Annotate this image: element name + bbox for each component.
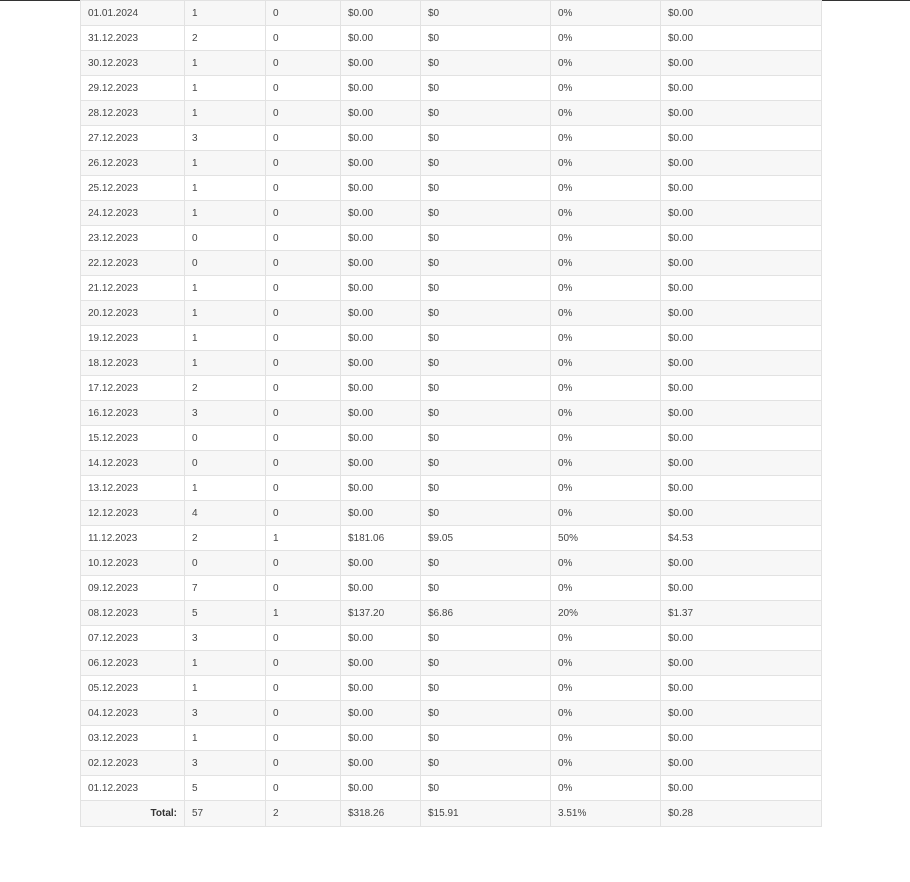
clicks-cell: 1 — [185, 201, 266, 226]
revenue-cell: $0.00 — [341, 701, 421, 726]
revenue-cell: $0.00 — [341, 451, 421, 476]
date-cell: 11.12.2023 — [81, 526, 185, 551]
epc-cell: $0.00 — [661, 701, 822, 726]
rate-cell: 0% — [551, 76, 661, 101]
rate-cell: 20% — [551, 601, 661, 626]
date-cell: 14.12.2023 — [81, 451, 185, 476]
conversions-cell: 0 — [266, 426, 341, 451]
rate-cell: 0% — [551, 626, 661, 651]
clicks-cell: 1 — [185, 476, 266, 501]
epc-cell: $0.00 — [661, 301, 822, 326]
epc-cell: $0.00 — [661, 151, 822, 176]
conversions-cell: 0 — [266, 201, 341, 226]
epc-cell: $0.00 — [661, 451, 822, 476]
clicks-cell: 3 — [185, 401, 266, 426]
conversions-cell: 0 — [266, 226, 341, 251]
clicks-cell: 1 — [185, 1, 266, 26]
rate-cell: 0% — [551, 751, 661, 776]
table-row — [81, 251, 822, 276]
rate-cell: 0% — [551, 576, 661, 601]
date-cell: 04.12.2023 — [81, 701, 185, 726]
revenue-cell: $0.00 — [341, 776, 421, 801]
epc-cell: $0.00 — [661, 326, 822, 351]
rate-cell: 0% — [551, 151, 661, 176]
conversions-cell: 0 — [266, 676, 341, 701]
rate-cell: 0% — [551, 126, 661, 151]
revenue-cell: $0.00 — [341, 76, 421, 101]
conversions-cell: 0 — [266, 51, 341, 76]
date-cell: 28.12.2023 — [81, 101, 185, 126]
clicks-cell: 0 — [185, 226, 266, 251]
rate-cell: 0% — [551, 776, 661, 801]
conversions-cell: 0 — [266, 251, 341, 276]
conversions-cell: 0 — [266, 551, 341, 576]
epc-cell: $0.00 — [661, 501, 822, 526]
conversions-cell: 0 — [266, 26, 341, 51]
rate-cell: 0% — [551, 226, 661, 251]
rate-cell: 0% — [551, 376, 661, 401]
rate-cell: 0% — [551, 551, 661, 576]
conversions-cell: 0 — [266, 776, 341, 801]
revenue-cell: $0.00 — [341, 51, 421, 76]
revenue-cell: $0.00 — [341, 176, 421, 201]
epc-cell: $0.00 — [661, 751, 822, 776]
total-clicks: 57 — [185, 801, 266, 827]
total-conversions: 2 — [266, 801, 341, 827]
clicks-cell: 1 — [185, 351, 266, 376]
conversions-cell: 0 — [266, 101, 341, 126]
earnings-cell: $0 — [421, 126, 551, 151]
table-row — [81, 176, 822, 201]
clicks-cell: 2 — [185, 526, 266, 551]
revenue-cell: $0.00 — [341, 101, 421, 126]
earnings-cell: $0 — [421, 676, 551, 701]
epc-cell: $0.00 — [661, 401, 822, 426]
earnings-cell: $0 — [421, 751, 551, 776]
epc-cell: $0.00 — [661, 726, 822, 751]
conversions-cell: 0 — [266, 626, 341, 651]
date-cell: 31.12.2023 — [81, 26, 185, 51]
rate-cell: 0% — [551, 251, 661, 276]
total-earnings: $15.91 — [421, 801, 551, 827]
conversions-cell: 0 — [266, 476, 341, 501]
table-row — [81, 151, 822, 176]
epc-cell: $0.00 — [661, 226, 822, 251]
revenue-cell: $0.00 — [341, 426, 421, 451]
rate-cell: 0% — [551, 676, 661, 701]
earnings-cell: $0 — [421, 701, 551, 726]
table-row — [81, 426, 822, 451]
epc-cell: $0.00 — [661, 176, 822, 201]
revenue-cell: $0.00 — [341, 501, 421, 526]
conversions-cell: 0 — [266, 151, 341, 176]
date-cell: 24.12.2023 — [81, 201, 185, 226]
table-row — [81, 576, 822, 601]
earnings-cell: $0 — [421, 426, 551, 451]
rate-cell: 50% — [551, 526, 661, 551]
earnings-cell: $0 — [421, 26, 551, 51]
conversions-cell: 0 — [266, 176, 341, 201]
rate-cell: 0% — [551, 276, 661, 301]
rate-cell: 0% — [551, 101, 661, 126]
earnings-cell: $0 — [421, 201, 551, 226]
total-label: Total: — [81, 801, 185, 827]
table-row — [81, 701, 822, 726]
conversions-cell: 0 — [266, 351, 341, 376]
epc-cell: $0.00 — [661, 476, 822, 501]
clicks-cell: 1 — [185, 676, 266, 701]
rate-cell: 0% — [551, 351, 661, 376]
earnings-cell: $0 — [421, 326, 551, 351]
earnings-cell: $0 — [421, 726, 551, 751]
date-cell: 27.12.2023 — [81, 126, 185, 151]
clicks-cell: 5 — [185, 601, 266, 626]
conversions-cell: 0 — [266, 701, 341, 726]
revenue-cell: $0.00 — [341, 476, 421, 501]
earnings-cell: $0 — [421, 401, 551, 426]
conversions-cell: 0 — [266, 401, 341, 426]
earnings-cell: $0 — [421, 1, 551, 26]
epc-cell: $0.00 — [661, 51, 822, 76]
table-row — [81, 326, 822, 351]
earnings-cell: $0 — [421, 276, 551, 301]
rate-cell: 0% — [551, 301, 661, 326]
conversions-cell: 0 — [266, 576, 341, 601]
clicks-cell: 3 — [185, 126, 266, 151]
conversions-cell: 0 — [266, 501, 341, 526]
earnings-cell: $0 — [421, 651, 551, 676]
epc-cell: $4.53 — [661, 526, 822, 551]
table-row — [81, 26, 822, 51]
date-cell: 17.12.2023 — [81, 376, 185, 401]
conversions-cell: 0 — [266, 751, 341, 776]
conversions-cell: 0 — [266, 1, 341, 26]
clicks-cell: 1 — [185, 101, 266, 126]
date-cell: 07.12.2023 — [81, 626, 185, 651]
clicks-cell: 3 — [185, 701, 266, 726]
date-cell: 16.12.2023 — [81, 401, 185, 426]
revenue-cell: $0.00 — [341, 326, 421, 351]
epc-cell: $0.00 — [661, 351, 822, 376]
rate-cell: 0% — [551, 726, 661, 751]
date-cell: 03.12.2023 — [81, 726, 185, 751]
conversions-cell: 1 — [266, 601, 341, 626]
earnings-cell: $0 — [421, 251, 551, 276]
earnings-cell: $0 — [421, 226, 551, 251]
earnings-cell: $0 — [421, 551, 551, 576]
clicks-cell: 4 — [185, 501, 266, 526]
clicks-cell: 1 — [185, 726, 266, 751]
date-cell: 15.12.2023 — [81, 426, 185, 451]
rate-cell: 0% — [551, 501, 661, 526]
epc-cell: $0.00 — [661, 426, 822, 451]
revenue-cell: $0.00 — [341, 1, 421, 26]
date-cell: 22.12.2023 — [81, 251, 185, 276]
revenue-cell: $0.00 — [341, 126, 421, 151]
conversions-cell: 0 — [266, 651, 341, 676]
table-row — [81, 76, 822, 101]
table-row — [81, 226, 822, 251]
revenue-cell: $0.00 — [341, 301, 421, 326]
epc-cell: $0.00 — [661, 126, 822, 151]
table-row — [81, 401, 822, 426]
revenue-cell: $0.00 — [341, 226, 421, 251]
clicks-cell: 1 — [185, 301, 266, 326]
earnings-cell: $0 — [421, 176, 551, 201]
table-row — [81, 726, 822, 751]
revenue-cell: $0.00 — [341, 26, 421, 51]
date-cell: 01.01.2024 — [81, 1, 185, 26]
rate-cell: 0% — [551, 651, 661, 676]
revenue-cell: $0.00 — [341, 376, 421, 401]
clicks-cell: 3 — [185, 751, 266, 776]
rate-cell: 0% — [551, 451, 661, 476]
earnings-cell: $0 — [421, 501, 551, 526]
epc-cell: $0.00 — [661, 551, 822, 576]
earnings-cell: $0 — [421, 451, 551, 476]
clicks-cell: 1 — [185, 176, 266, 201]
clicks-cell: 7 — [185, 576, 266, 601]
revenue-cell: $0.00 — [341, 276, 421, 301]
table-row — [81, 676, 822, 701]
epc-cell: $0.00 — [661, 576, 822, 601]
clicks-cell: 3 — [185, 626, 266, 651]
date-cell: 21.12.2023 — [81, 276, 185, 301]
rate-cell: 0% — [551, 1, 661, 26]
revenue-cell: $0.00 — [341, 626, 421, 651]
table-row — [81, 776, 822, 801]
earnings-cell: $0 — [421, 76, 551, 101]
conversions-cell: 0 — [266, 301, 341, 326]
total-epc: $0.28 — [661, 801, 822, 827]
conversions-cell: 1 — [266, 526, 341, 551]
table-row — [81, 126, 822, 151]
revenue-cell: $0.00 — [341, 751, 421, 776]
conversions-cell: 0 — [266, 276, 341, 301]
table-row — [81, 201, 822, 226]
clicks-cell: 1 — [185, 651, 266, 676]
epc-cell: $0.00 — [661, 676, 822, 701]
clicks-cell: 2 — [185, 376, 266, 401]
date-cell: 05.12.2023 — [81, 676, 185, 701]
clicks-cell: 1 — [185, 326, 266, 351]
revenue-cell: $0.00 — [341, 651, 421, 676]
earnings-cell: $0 — [421, 476, 551, 501]
table-row — [81, 501, 822, 526]
revenue-cell: $181.06 — [341, 526, 421, 551]
total-rate: 3.51% — [551, 801, 661, 827]
clicks-cell: 2 — [185, 26, 266, 51]
earnings-cell: $0 — [421, 51, 551, 76]
clicks-cell: 0 — [185, 251, 266, 276]
revenue-cell: $0.00 — [341, 726, 421, 751]
earnings-cell: $0 — [421, 376, 551, 401]
date-cell: 12.12.2023 — [81, 501, 185, 526]
table-row — [81, 301, 822, 326]
table-body — [81, 1, 822, 827]
date-cell: 01.12.2023 — [81, 776, 185, 801]
conversions-cell: 0 — [266, 326, 341, 351]
revenue-cell: $0.00 — [341, 251, 421, 276]
revenue-cell: $0.00 — [341, 576, 421, 601]
clicks-cell: 1 — [185, 151, 266, 176]
epc-cell: $0.00 — [661, 776, 822, 801]
date-cell: 19.12.2023 — [81, 326, 185, 351]
date-cell: 02.12.2023 — [81, 751, 185, 776]
revenue-cell: $0.00 — [341, 401, 421, 426]
epc-cell: $0.00 — [661, 276, 822, 301]
epc-cell: $0.00 — [661, 201, 822, 226]
earnings-cell: $0 — [421, 351, 551, 376]
epc-cell: $0.00 — [661, 251, 822, 276]
earnings-cell: $6.86 — [421, 601, 551, 626]
rate-cell: 0% — [551, 401, 661, 426]
table-row — [81, 351, 822, 376]
revenue-cell: $0.00 — [341, 201, 421, 226]
total-revenue: $318.26 — [341, 801, 421, 827]
epc-cell: $0.00 — [661, 101, 822, 126]
epc-cell: $0.00 — [661, 26, 822, 51]
revenue-cell: $0.00 — [341, 151, 421, 176]
earnings-cell: $0 — [421, 301, 551, 326]
epc-cell: $0.00 — [661, 376, 822, 401]
conversions-cell: 0 — [266, 451, 341, 476]
rate-cell: 0% — [551, 701, 661, 726]
date-cell: 18.12.2023 — [81, 351, 185, 376]
earnings-cell: $0 — [421, 776, 551, 801]
clicks-cell: 1 — [185, 51, 266, 76]
clicks-cell: 0 — [185, 451, 266, 476]
table-row — [81, 476, 822, 501]
daily-stats-table — [80, 0, 822, 827]
date-cell: 13.12.2023 — [81, 476, 185, 501]
conversions-cell: 0 — [266, 126, 341, 151]
table-row — [81, 101, 822, 126]
conversions-cell: 0 — [266, 726, 341, 751]
date-cell: 26.12.2023 — [81, 151, 185, 176]
date-cell: 08.12.2023 — [81, 601, 185, 626]
conversions-cell: 0 — [266, 376, 341, 401]
table-row — [81, 51, 822, 76]
epc-cell: $0.00 — [661, 76, 822, 101]
date-cell: 30.12.2023 — [81, 51, 185, 76]
date-cell: 06.12.2023 — [81, 651, 185, 676]
earnings-cell: $0 — [421, 101, 551, 126]
epc-cell: $0.00 — [661, 651, 822, 676]
clicks-cell: 1 — [185, 76, 266, 101]
clicks-cell: 5 — [185, 776, 266, 801]
clicks-cell: 0 — [185, 426, 266, 451]
rate-cell: 0% — [551, 26, 661, 51]
epc-cell: $1.37 — [661, 601, 822, 626]
epc-cell: $0.00 — [661, 1, 822, 26]
revenue-cell: $0.00 — [341, 676, 421, 701]
table-row — [81, 651, 822, 676]
table-row — [81, 1, 822, 26]
date-cell: 23.12.2023 — [81, 226, 185, 251]
clicks-cell: 0 — [185, 551, 266, 576]
date-cell: 10.12.2023 — [81, 551, 185, 576]
rate-cell: 0% — [551, 176, 661, 201]
revenue-cell: $137.20 — [341, 601, 421, 626]
revenue-cell: $0.00 — [341, 551, 421, 576]
table-row — [81, 526, 822, 551]
table-row — [81, 376, 822, 401]
table-row — [81, 626, 822, 651]
clicks-cell: 1 — [185, 276, 266, 301]
revenue-cell: $0.00 — [341, 351, 421, 376]
conversions-cell: 0 — [266, 76, 341, 101]
table-row — [81, 751, 822, 776]
earnings-cell: $0 — [421, 576, 551, 601]
rate-cell: 0% — [551, 51, 661, 76]
date-cell: 29.12.2023 — [81, 76, 185, 101]
total-row — [81, 801, 822, 827]
table-row — [81, 451, 822, 476]
earnings-cell: $9.05 — [421, 526, 551, 551]
rate-cell: 0% — [551, 426, 661, 451]
table-row — [81, 551, 822, 576]
rate-cell: 0% — [551, 201, 661, 226]
epc-cell: $0.00 — [661, 626, 822, 651]
date-cell: 20.12.2023 — [81, 301, 185, 326]
table-row — [81, 601, 822, 626]
earnings-cell: $0 — [421, 151, 551, 176]
earnings-cell: $0 — [421, 626, 551, 651]
date-cell: 25.12.2023 — [81, 176, 185, 201]
table-row — [81, 276, 822, 301]
rate-cell: 0% — [551, 326, 661, 351]
date-cell: 09.12.2023 — [81, 576, 185, 601]
rate-cell: 0% — [551, 476, 661, 501]
